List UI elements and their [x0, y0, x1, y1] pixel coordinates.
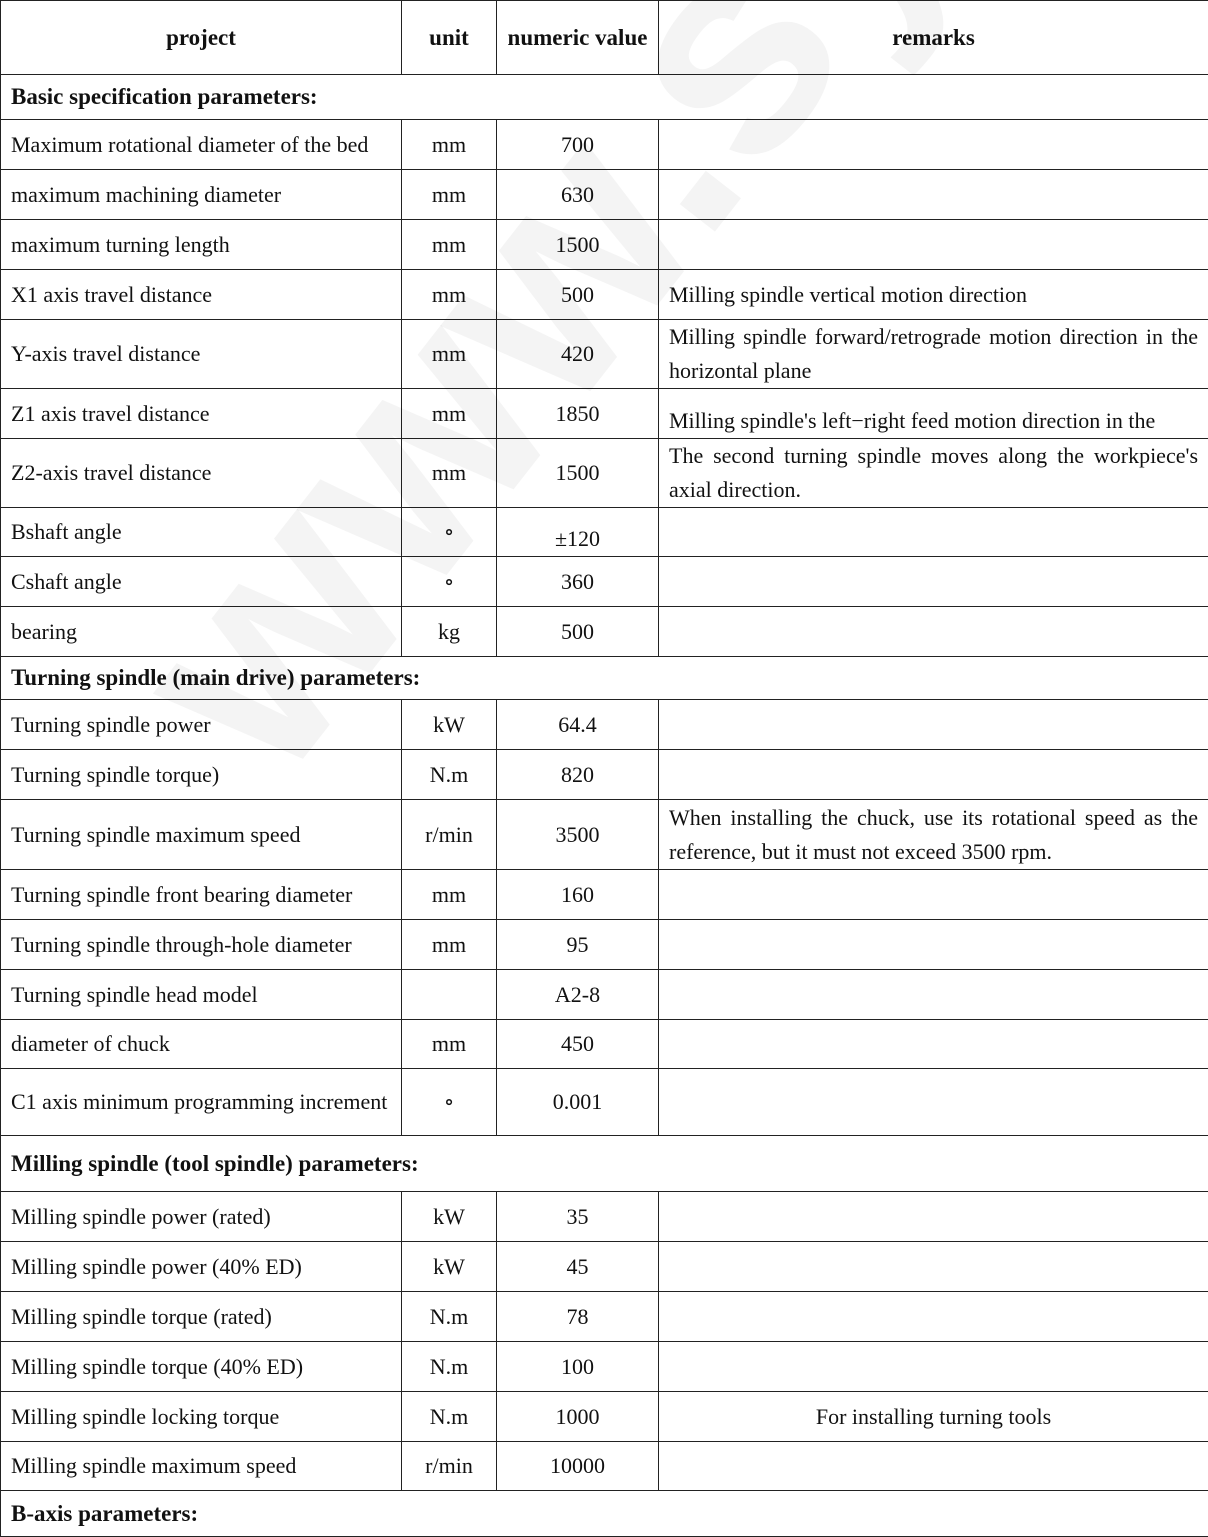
cell-project: diameter of chuck — [1, 1020, 402, 1069]
cell-remarks: Milling spindle forward/retrograde motion direction in the horizontal plane — [659, 320, 1208, 389]
cell-remarks: Milling spindle vertical motion direction — [659, 270, 1208, 320]
cell-remarks — [659, 170, 1208, 220]
table-row — [1, 1242, 1208, 1292]
cell-project: Bshaft angle — [1, 508, 402, 557]
cell-project: X1 axis travel distance — [1, 270, 402, 320]
cell-unit: mm — [402, 220, 497, 270]
cell-remarks: The second turning spindle moves along the workpiece's axial direction. — [659, 439, 1208, 508]
cell-value: 500 — [497, 607, 659, 657]
cell-unit: mm — [402, 389, 497, 439]
section-milling: Milling spindle (tool spindle) parameters: — [1, 1136, 1208, 1192]
cell-remarks — [659, 220, 1208, 270]
header-row — [1, 1, 1208, 75]
cell-project: Turning spindle head model — [1, 970, 402, 1020]
cell-project: Turning spindle front bearing diameter — [1, 870, 402, 920]
table-row — [1, 120, 1208, 170]
cell-remarks — [659, 1342, 1208, 1392]
cell-remarks — [659, 1020, 1208, 1069]
table-row — [1, 389, 1208, 439]
cell-value: 64.4 — [497, 700, 659, 750]
table-row — [1, 700, 1208, 750]
cell-unit: mm — [402, 270, 497, 320]
cell-value: 630 — [497, 170, 659, 220]
table-row — [1, 1442, 1208, 1491]
cell-unit: kW — [402, 700, 497, 750]
table-row — [1, 170, 1208, 220]
cell-unit: kW — [402, 1242, 497, 1292]
cell-remarks — [659, 870, 1208, 920]
cell-unit: mm — [402, 320, 497, 389]
cell-project: Z1 axis travel distance — [1, 389, 402, 439]
table-row — [1, 1192, 1208, 1242]
table-row — [1, 920, 1208, 970]
cell-unit: mm — [402, 920, 497, 970]
cell-remarks — [659, 750, 1208, 800]
cell-value: 1500 — [497, 439, 659, 508]
cell-value: 360 — [497, 557, 659, 607]
cell-remarks: When installing the chuck, use its rotational speed as the reference, but it must not exceed 3500 rpm. — [659, 800, 1208, 870]
header-project: project — [1, 1, 402, 75]
cell-value: 100 — [497, 1342, 659, 1392]
cell-project: Turning spindle maximum speed — [1, 800, 402, 870]
cell-unit: mm — [402, 870, 497, 920]
cell-unit: mm — [402, 1020, 497, 1069]
cell-project: Milling spindle locking torque — [1, 1392, 402, 1442]
cell-project: Milling spindle maximum speed — [1, 1442, 402, 1491]
cell-value: 1850 — [497, 389, 659, 439]
cell-unit: r/min — [402, 1442, 497, 1491]
cell-project: Maximum rotational diameter of the bed — [1, 120, 402, 170]
table-row — [1, 1020, 1208, 1069]
cell-project: Milling spindle torque (40% ED) — [1, 1342, 402, 1392]
cell-value: ±120 — [497, 508, 659, 557]
table-row — [1, 1069, 1208, 1136]
cell-unit: N.m — [402, 1342, 497, 1392]
cell-remarks — [659, 1242, 1208, 1292]
table-row — [1, 508, 1208, 557]
cell-unit: ∘ — [402, 1069, 497, 1136]
section-row — [1, 1136, 1208, 1192]
cell-unit: kW — [402, 1192, 497, 1242]
cell-remarks — [659, 700, 1208, 750]
header-remarks: remarks — [659, 1, 1208, 75]
cell-project: Turning spindle torque) — [1, 750, 402, 800]
cell-project: maximum turning length — [1, 220, 402, 270]
cell-project: Milling spindle torque (rated) — [1, 1292, 402, 1342]
section-row — [1, 75, 1208, 120]
cell-project: Z2-axis travel distance — [1, 439, 402, 508]
section-b-axis: B-axis parameters: — [1, 1491, 1208, 1537]
cell-remarks — [659, 607, 1208, 657]
cell-value: 10000 — [497, 1442, 659, 1491]
section-turning: Turning spindle (main drive) parameters: — [1, 657, 1208, 700]
cell-value: 95 — [497, 920, 659, 970]
cell-value: 0.001 — [497, 1069, 659, 1136]
cell-unit: mm — [402, 120, 497, 170]
table-row — [1, 1392, 1208, 1442]
cell-remarks — [659, 1192, 1208, 1242]
cell-remarks — [659, 508, 1208, 557]
cell-project: Cshaft angle — [1, 557, 402, 607]
header-value: numeric value — [497, 1, 659, 75]
cell-value: A2-8 — [497, 970, 659, 1020]
cell-unit: r/min — [402, 800, 497, 870]
cell-unit: N.m — [402, 1292, 497, 1342]
table-row — [1, 270, 1208, 320]
cell-unit: N.m — [402, 750, 497, 800]
cell-project: maximum machining diameter — [1, 170, 402, 220]
cell-remarks: Milling spindle's left−right feed motion direction in the — [659, 389, 1208, 439]
cell-remarks — [659, 1292, 1208, 1342]
cell-project: C1 axis minimum programming increment — [1, 1069, 402, 1136]
cell-value: 1000 — [497, 1392, 659, 1442]
cell-remarks — [659, 120, 1208, 170]
cell-value: 420 — [497, 320, 659, 389]
table-row — [1, 557, 1208, 607]
cell-value: 500 — [497, 270, 659, 320]
table-row — [1, 970, 1208, 1020]
cell-unit: mm — [402, 170, 497, 220]
table-row — [1, 1292, 1208, 1342]
cell-value: 1500 — [497, 220, 659, 270]
section-row — [1, 657, 1208, 700]
cell-value: 160 — [497, 870, 659, 920]
cell-value: 700 — [497, 120, 659, 170]
header-unit: unit — [402, 1, 497, 75]
cell-project: Turning spindle power — [1, 700, 402, 750]
cell-remarks — [659, 1069, 1208, 1136]
table-row — [1, 220, 1208, 270]
cell-unit: ∘ — [402, 557, 497, 607]
table-row — [1, 439, 1208, 508]
cell-unit: N.m — [402, 1392, 497, 1442]
cell-value: 3500 — [497, 800, 659, 870]
cell-remarks — [659, 970, 1208, 1020]
cell-value: 45 — [497, 1242, 659, 1292]
cell-remarks — [659, 1442, 1208, 1491]
table-row — [1, 1342, 1208, 1392]
table-row — [1, 320, 1208, 389]
cell-project: Turning spindle through-hole diameter — [1, 920, 402, 970]
cell-remarks: For installing turning tools — [659, 1392, 1208, 1442]
table-row — [1, 870, 1208, 920]
cell-unit: ∘ — [402, 508, 497, 557]
cell-project: Milling spindle power (rated) — [1, 1192, 402, 1242]
cell-project: Y-axis travel distance — [1, 320, 402, 389]
cell-unit — [402, 970, 497, 1020]
cell-value: 450 — [497, 1020, 659, 1069]
cell-remarks — [659, 920, 1208, 970]
table-row — [1, 800, 1208, 870]
table-row — [1, 750, 1208, 800]
cell-value: 820 — [497, 750, 659, 800]
cell-remarks — [659, 557, 1208, 607]
cell-value: 78 — [497, 1292, 659, 1342]
cell-project: bearing — [1, 607, 402, 657]
cell-unit: mm — [402, 439, 497, 508]
cell-value: 35 — [497, 1192, 659, 1242]
table-row — [1, 607, 1208, 657]
section-basic: Basic specification parameters: — [1, 75, 1208, 120]
cell-project: Milling spindle power (40% ED) — [1, 1242, 402, 1292]
cell-unit: kg — [402, 607, 497, 657]
